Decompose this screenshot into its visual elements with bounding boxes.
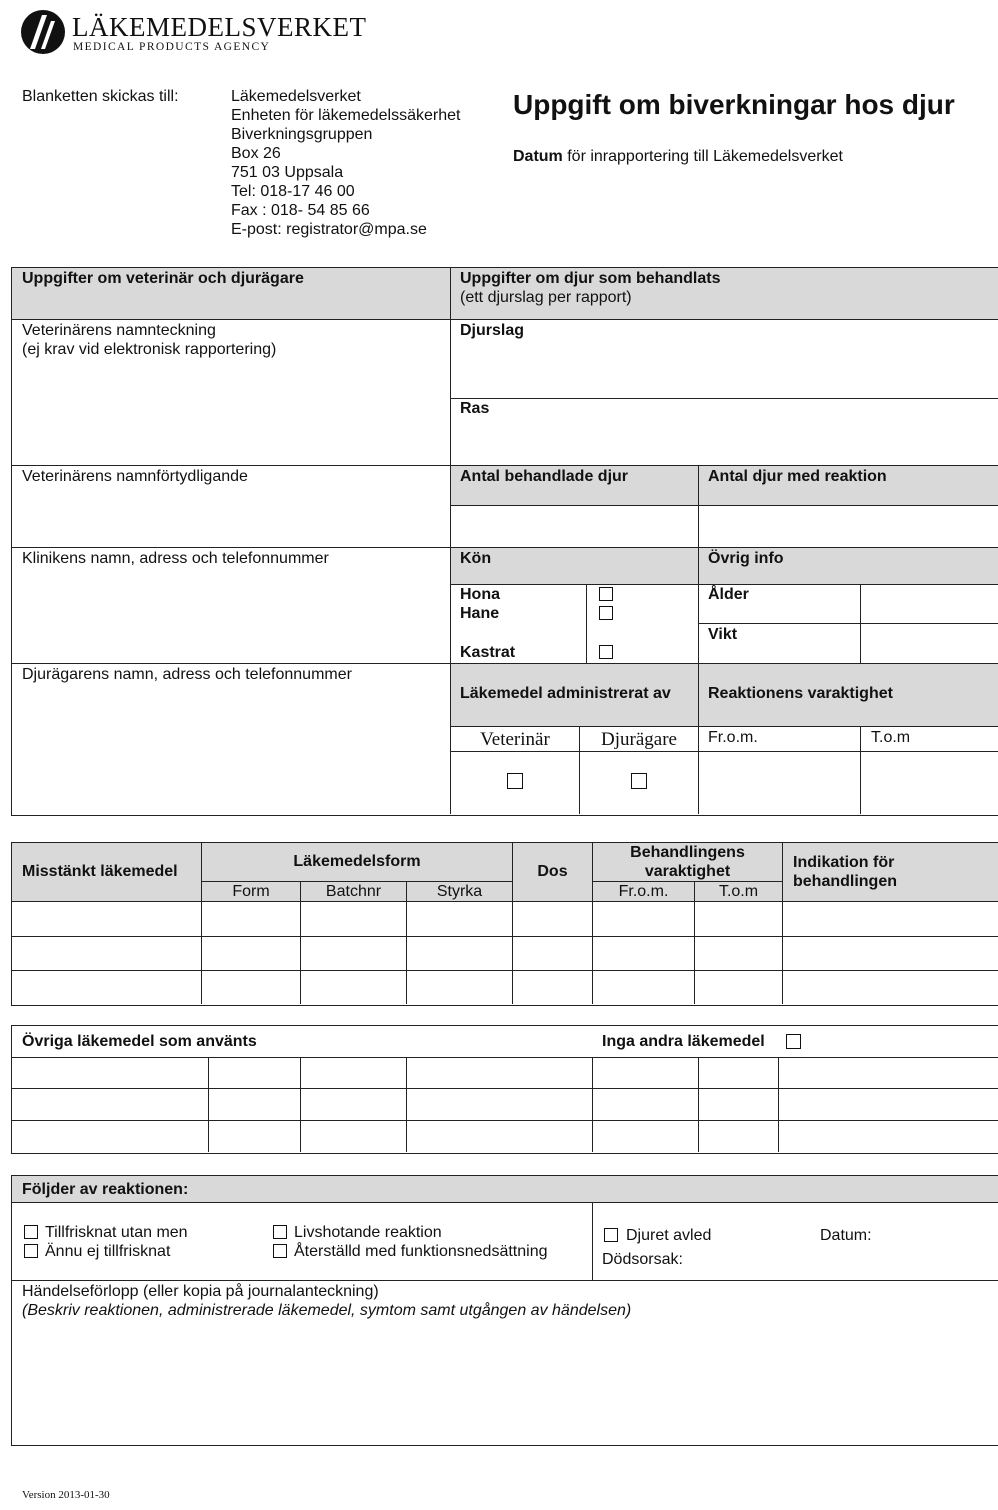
clinic-label: Klinikens namn, adress och telefonnummer [22,550,329,567]
logo-name: LÄKEMEDELSVERKET [72,12,367,42]
administered-vet-checkbox[interactable] [507,773,523,789]
reaction-duration-label: Reaktionens varaktighet [708,685,893,702]
vet-owner-header: Uppgifter om veterinär och djurägare [22,270,304,287]
reaction-from-label: Fr.o.m. [708,729,758,746]
address-line: E-post: registrator@mpa.se [231,221,427,238]
course-label: Händelseförlopp (eller kopia på journalanteckning) [22,1283,379,1300]
animal-header: Uppgifter om djur som behandlats [460,270,721,287]
animal-header-sub: (ett djurslag per rapport) [460,289,632,306]
breed-field[interactable] [451,419,997,464]
reaction-from-field[interactable] [699,752,859,813]
indication-header: Indikation för [793,854,895,871]
species-field[interactable] [451,341,997,397]
treatment-from-header: Fr.o.m. [618,883,669,900]
other-drug-row[interactable] [12,1121,997,1151]
sex-neutered-label: Kastrat [460,644,516,661]
form-header: Form [232,883,270,900]
age-field[interactable] [861,585,997,622]
sex-neutered-checkbox[interactable] [599,645,613,659]
indication-header-2: behandlingen [793,873,897,890]
other-drugs-header: Övriga läkemedel som använts [22,1033,257,1050]
suspected-drug-row[interactable] [12,971,997,1003]
other-drug-row[interactable] [12,1058,997,1087]
restored-impaired-checkbox[interactable] [273,1244,287,1258]
recovered-label: Tillfrisknat utan men [45,1224,188,1241]
consequences-header: Följder av reaktionen: [22,1181,189,1198]
version-text: Version 2013-01-30 [22,1489,110,1501]
administered-owner-checkbox[interactable] [631,773,647,789]
count-treated-field[interactable] [451,506,697,546]
treatment-to-header: T.o.m [718,883,759,900]
vet-signature-sub: (ej krav vid elektronisk rapportering) [22,341,277,358]
logo [20,9,367,57]
sex-female-label: Hona [460,586,500,603]
owner-label: Djurägarens namn, adress och telefonnummer [22,666,352,683]
no-other-drugs-checkbox[interactable] [786,1034,801,1049]
count-reaction-label: Antal djur med reaktion [708,468,887,485]
address-line: Biverkningsgruppen [231,126,373,143]
count-reaction-field[interactable] [699,506,997,546]
dose-header: Dos [537,863,568,880]
suspected-drug-header: Misstänkt läkemedel [22,863,178,880]
address-line: Fax : 018- 54 85 66 [231,202,370,219]
not-recovered-label: Ännu ej tillfrisknat [45,1243,171,1260]
sex-female-checkbox[interactable] [599,587,613,601]
administered-vet-label: Veterinär [480,729,550,750]
batch-header: Batchnr [325,883,382,900]
administered-by-label: Läkemedel administrerat av [460,685,671,702]
report-date-rest: för inrapportering till Läkemedelsverket [562,148,843,165]
logo-mark-icon [20,9,66,55]
treatment-duration-header: Behandlingens [630,844,745,861]
not-recovered-checkbox[interactable] [24,1244,38,1258]
address-line: Enheten för läkemedelssäkerhet [231,107,461,124]
address-line: Box 26 [231,145,281,162]
no-other-drugs-label: Inga andra läkemedel [602,1033,765,1050]
weight-label: Vikt [708,626,738,643]
vet-signature-field[interactable] [12,360,449,464]
drug-form-group-header: Läkemedelsform [293,853,421,870]
animal-died-checkbox[interactable] [604,1228,618,1242]
other-drug-row[interactable] [12,1089,997,1119]
report-date-bold: Datum [513,148,563,165]
address-line: Läkemedelsverket [231,88,361,105]
suspected-drug-row[interactable] [12,937,997,969]
other-info-label: Övrig info [708,550,784,567]
species-label: Djurslag [460,322,525,339]
life-threatening-label: Livshotande reaktion [294,1224,442,1241]
administered-owner-label: Djurägare [601,729,677,750]
sex-male-label: Hane [460,605,500,622]
reaction-to-label: T.o.m [871,729,911,746]
restored-impaired-label: Återställd med funktionsnedsättning [294,1243,548,1260]
sex-label: Kön [460,550,492,567]
weight-field[interactable] [861,624,997,662]
send-to-label: Blanketten skickas till: [22,88,179,105]
vet-name-field[interactable] [12,487,449,546]
sex-male-checkbox[interactable] [599,606,613,620]
logo-subtitle: MEDICAL PRODUCTS AGENCY [73,41,271,53]
animal-died-label: Djuret avled [626,1227,712,1244]
reaction-to-field[interactable] [861,752,997,813]
age-label: Ålder [708,586,749,603]
life-threatening-checkbox[interactable] [273,1225,287,1239]
form-title: Uppgift om biverkningar hos djur [513,89,955,120]
suspected-drug-row[interactable] [12,902,997,935]
address-block [231,87,460,239]
breed-label: Ras [460,400,490,417]
recovered-checkbox[interactable] [24,1225,38,1239]
vet-name-label: Veterinärens namnförtydligande [22,468,248,485]
count-treated-label: Antal behandlade djur [460,468,629,485]
owner-field[interactable] [12,685,449,813]
course-sub: (Beskriv reaktionen, administrerade läkemedel, symtom samt utgången av händelsen) [22,1302,632,1319]
treatment-duration-header-2: varaktighet [644,863,731,880]
report-date-label [513,147,843,166]
vet-signature-label: Veterinärens namnteckning [22,322,216,339]
clinic-field[interactable] [12,569,449,662]
course-field[interactable] [12,1322,997,1443]
strength-header: Styrka [436,883,483,900]
death-date-label: Datum: [820,1227,872,1244]
cause-of-death-label: Dödsorsak: [602,1251,683,1268]
address-line: Tel: 018-17 46 00 [231,183,355,200]
address-line: 751 03 Uppsala [231,164,344,181]
